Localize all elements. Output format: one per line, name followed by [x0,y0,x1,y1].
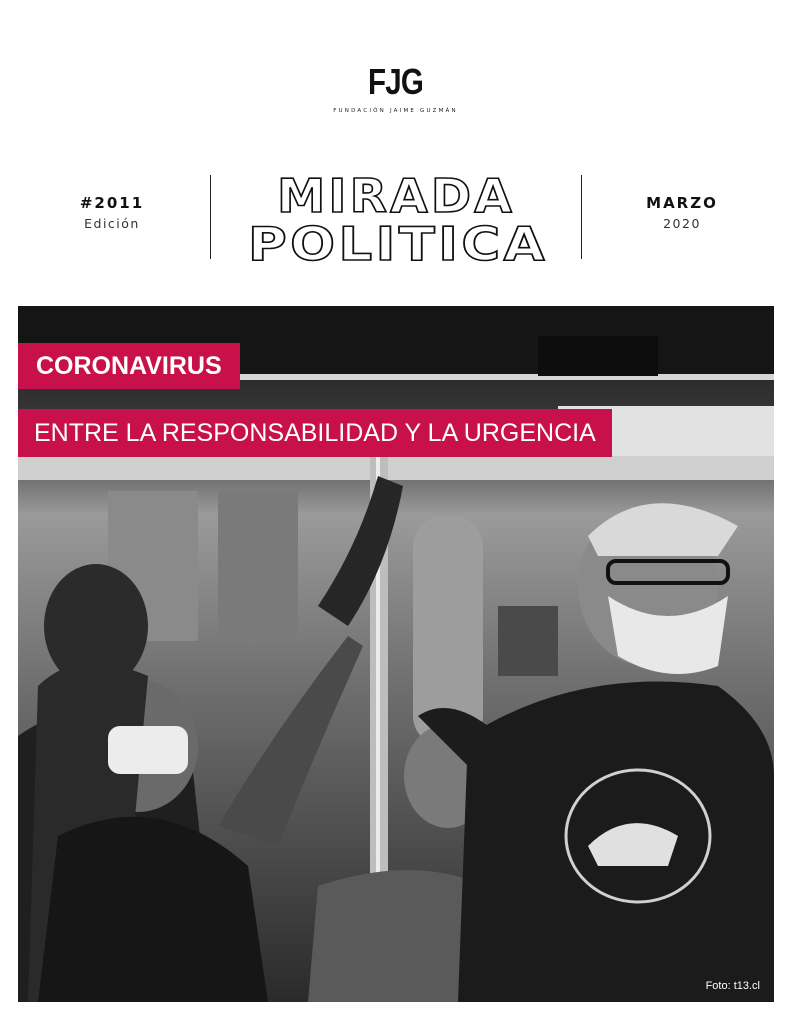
masthead-line2: POLITICA [248,217,548,268]
logo-mark: FJG [368,61,423,102]
date-year: 2020 [663,216,701,231]
masthead-line1: MIRADA [277,169,515,223]
edition-label: Edición [84,216,140,231]
edition-number: #2011 [79,194,145,212]
fjg-logo [0,62,791,114]
photo-credit: Foto: t13.cl [705,980,760,992]
masthead-title [230,168,562,268]
date-info [640,194,724,231]
divider-left [210,175,211,259]
divider-right [581,175,582,259]
masthead-svg [230,168,562,268]
cover-headline: ENTRE LA RESPONSABILIDAD Y LA URGENCIA [18,409,612,457]
date-month: MARZO [646,194,718,212]
logo-subtitle: FUNDACIÓN JAIME GUZMÁN [333,108,458,114]
cover-photo [18,306,774,1002]
edition-info [70,194,154,231]
tag-coronavirus: CORONAVIRUS [18,343,240,389]
